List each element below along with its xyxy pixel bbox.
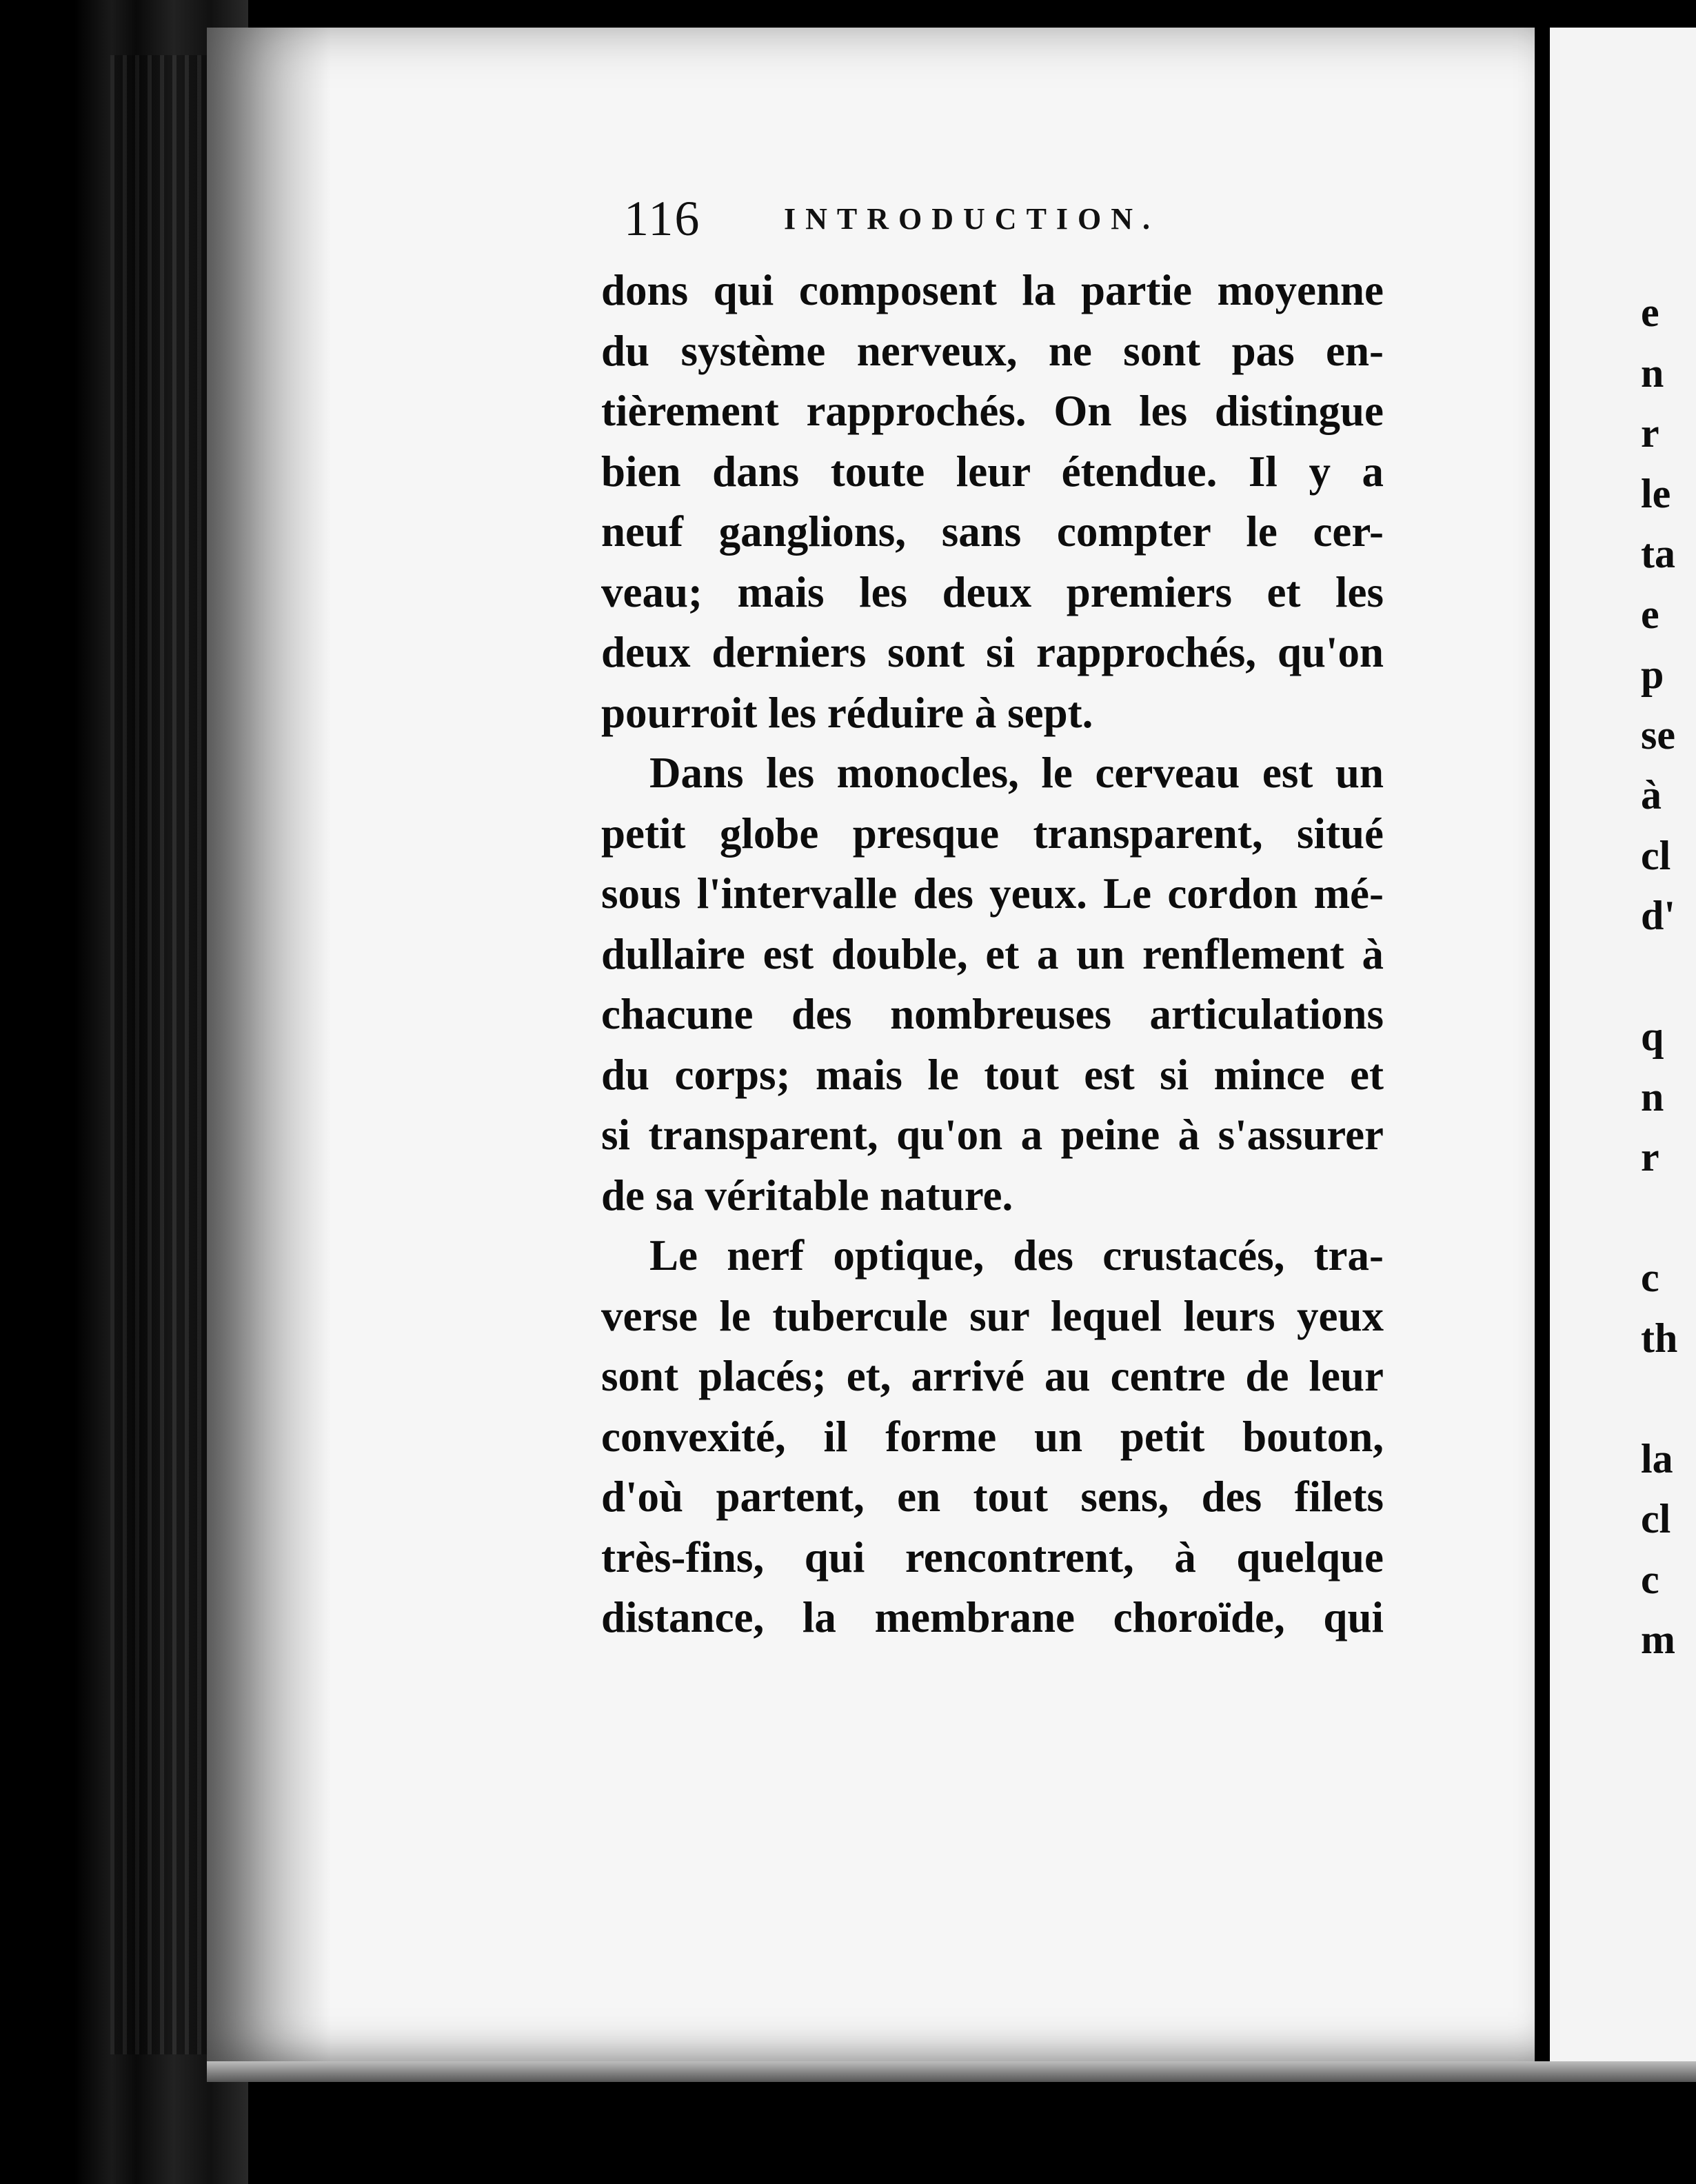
page-bottom-edge: [207, 2061, 1696, 2082]
text-line: dullaire est double, et a un renflement à: [601, 929, 1384, 978]
fragment: q: [1641, 1013, 1664, 1059]
text-line: bien dans toute leur étendue. Il y a: [601, 447, 1384, 496]
fragment: à: [1641, 772, 1662, 818]
fragment: cl: [1641, 1496, 1671, 1541]
body-text: [601, 261, 1384, 1648]
text-line: distance, la membrane choroïde, qui: [601, 1593, 1384, 1641]
fragment: r: [1641, 410, 1659, 456]
fragment: se: [1641, 711, 1675, 758]
text-line: sont placés; et, arrivé au centre de leur: [601, 1352, 1384, 1400]
right-page-text-fragments: [1641, 283, 1677, 1670]
text-line: de sa véritable nature.: [601, 1171, 1013, 1220]
running-title: INTRODUCTION.: [784, 202, 1160, 236]
text-line: verse le tubercule sur lequel leurs yeux: [601, 1291, 1384, 1340]
fragment: [1641, 1368, 1677, 1429]
text-line: convexité, il forme un petit bouton,: [601, 1412, 1384, 1461]
text-line: si transparent, qu'on a peine à s'assurer: [601, 1111, 1384, 1159]
text-line: deux derniers sont si rapprochés, qu'on: [601, 628, 1384, 676]
text-line: Le nerf optique, des crustacés, tra-: [649, 1231, 1384, 1280]
fragment: e: [1641, 591, 1659, 637]
text-line: pourroit les réduire à sept.: [601, 688, 1093, 737]
fragment: [1641, 947, 1677, 1007]
fragment: la: [1641, 1435, 1673, 1482]
page-gutter: [1535, 28, 1550, 2068]
fragment: cl: [1641, 832, 1671, 878]
page-header: [624, 188, 1382, 250]
fragment: le: [1641, 470, 1671, 516]
text-line: veau; mais les deux premiers et les: [601, 567, 1384, 616]
fragment: p: [1641, 651, 1664, 697]
text-line: tièrement rapprochés. On les distingue: [601, 387, 1384, 435]
fragment: m: [1641, 1617, 1675, 1662]
page-number: 116: [624, 191, 701, 246]
text-line: d'où partent, en tout sens, des filets: [601, 1473, 1384, 1521]
text-line: petit globe presque transparent, situé: [601, 809, 1384, 858]
fragment: n: [1641, 350, 1664, 396]
text-line: sous l'intervalle des yeux. Le cordon mé-: [601, 869, 1384, 918]
fragment: r: [1641, 1134, 1659, 1180]
text-line: du système nerveux, ne sont pas en-: [601, 326, 1384, 375]
text-line: chacune des nombreuses articulations: [601, 990, 1384, 1038]
fragment: d': [1641, 893, 1676, 938]
text-line: très-fins, qui rencontrent, à quelque: [601, 1533, 1384, 1581]
text-line: dons qui composent la partie moyenne: [601, 266, 1384, 314]
fragment: c: [1641, 1255, 1659, 1300]
fragment: [1641, 1188, 1677, 1248]
text-line: Dans les monocles, le cerveau est un: [649, 749, 1384, 797]
fragment: n: [1641, 1073, 1664, 1120]
text-line: du corps; mais le tout est si mince et: [601, 1050, 1384, 1099]
fragment: e: [1641, 290, 1659, 335]
fragment: c: [1641, 1556, 1659, 1602]
fragment: ta: [1641, 531, 1675, 576]
fragment: th: [1641, 1315, 1678, 1361]
text-line: neuf ganglions, sans compter le cer-: [601, 507, 1384, 556]
